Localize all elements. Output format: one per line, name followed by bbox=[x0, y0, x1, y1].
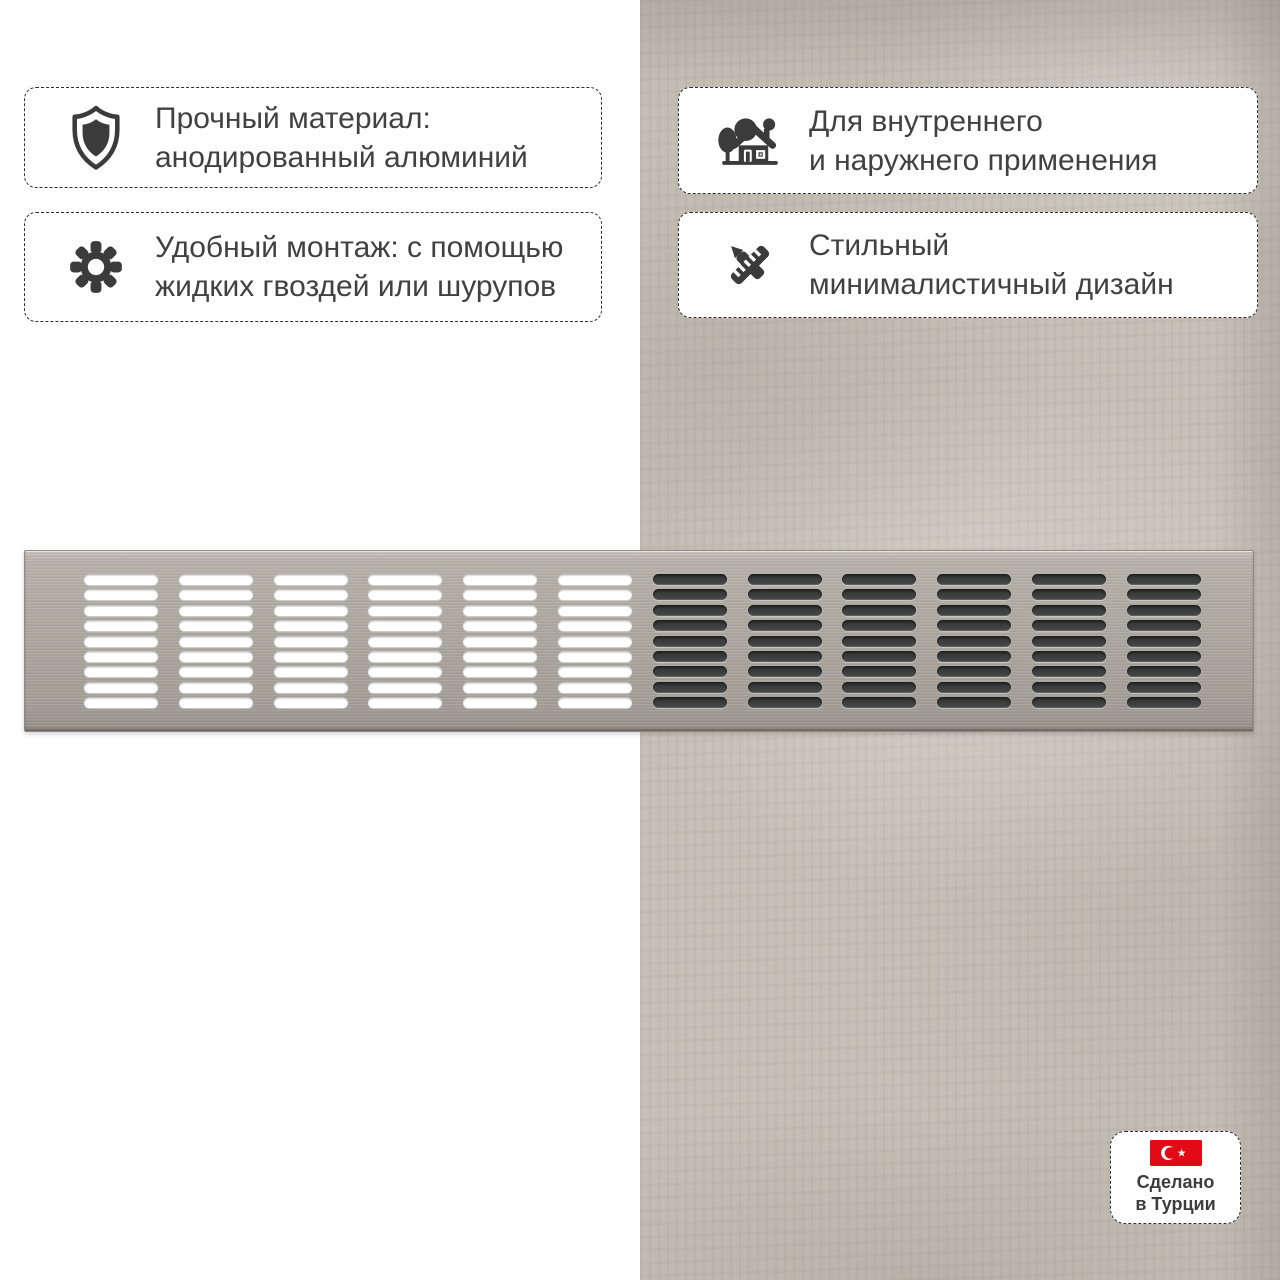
grille-slot bbox=[842, 589, 916, 600]
grille-slot bbox=[1127, 651, 1201, 662]
grille-slot bbox=[937, 682, 1011, 693]
grille-slot bbox=[1032, 697, 1106, 708]
grille-slot bbox=[179, 636, 253, 647]
grille-slot bbox=[937, 697, 1011, 708]
grille-slot bbox=[558, 636, 632, 647]
grille-slot bbox=[1127, 666, 1201, 677]
feature-text-design bbox=[809, 226, 1174, 304]
grille-slot bbox=[463, 697, 537, 708]
grille-slot bbox=[937, 636, 1011, 647]
grille-slot bbox=[274, 666, 348, 677]
grille-slot bbox=[84, 574, 158, 585]
grille-slot bbox=[748, 666, 822, 677]
feature-text-material bbox=[155, 99, 528, 177]
grille-slot bbox=[463, 666, 537, 677]
grille-slot bbox=[748, 651, 822, 662]
grille-slot bbox=[1127, 636, 1201, 647]
grille-slot bbox=[179, 697, 253, 708]
grille-slot bbox=[937, 666, 1011, 677]
shield-icon bbox=[59, 105, 133, 171]
grille-slot bbox=[179, 620, 253, 631]
grille-slot bbox=[748, 682, 822, 693]
feature-line: жидких гвоздей или шурупов bbox=[155, 270, 557, 303]
grille-slot bbox=[1127, 605, 1201, 616]
grille-slot bbox=[842, 666, 916, 677]
grille-slot bbox=[653, 589, 727, 600]
grille-slot bbox=[274, 574, 348, 585]
grille-slot bbox=[274, 636, 348, 647]
grille-slot bbox=[463, 620, 537, 631]
grille-slot bbox=[179, 682, 253, 693]
grille-slot bbox=[84, 666, 158, 677]
grille-slot bbox=[84, 636, 158, 647]
grille-slot bbox=[274, 682, 348, 693]
grille-slot bbox=[748, 620, 822, 631]
gear-icon bbox=[59, 238, 133, 296]
grille-slot bbox=[84, 620, 158, 631]
grille-slot bbox=[463, 651, 537, 662]
grille-slot bbox=[368, 589, 442, 600]
grille-slot bbox=[558, 697, 632, 708]
grille-slot bbox=[1127, 589, 1201, 600]
grille-slot bbox=[1032, 589, 1106, 600]
feature-line: Прочный материал: bbox=[155, 101, 431, 135]
feature-line: минималистичный дизайн bbox=[809, 268, 1174, 301]
grille-slot bbox=[463, 636, 537, 647]
grille-slot bbox=[84, 697, 158, 708]
grille-slot bbox=[179, 651, 253, 662]
grille-slot bbox=[368, 697, 442, 708]
grille-slot bbox=[463, 589, 537, 600]
grille-slot bbox=[558, 666, 632, 677]
grille-slot bbox=[1127, 620, 1201, 631]
grille-slot bbox=[368, 574, 442, 585]
feature-box-design bbox=[678, 212, 1258, 318]
pencil-ruler-icon bbox=[713, 236, 787, 294]
feature-box-usage bbox=[678, 87, 1258, 194]
grille-slot bbox=[1127, 574, 1201, 585]
grille-slot bbox=[558, 620, 632, 631]
grille-slot bbox=[1032, 651, 1106, 662]
grille-slot bbox=[937, 589, 1011, 600]
grille-slot bbox=[368, 636, 442, 647]
grille-slot bbox=[274, 651, 348, 662]
grille-slot bbox=[84, 682, 158, 693]
grille-slot bbox=[274, 697, 348, 708]
grille-slot bbox=[558, 605, 632, 616]
feature-box-material bbox=[24, 87, 602, 188]
grille-slot bbox=[842, 697, 916, 708]
grille-slot bbox=[179, 605, 253, 616]
grille-slot bbox=[558, 651, 632, 662]
grille-slot bbox=[84, 605, 158, 616]
grille-slot bbox=[274, 605, 348, 616]
turkey-flag-icon bbox=[1150, 1140, 1202, 1166]
grille-slot bbox=[1127, 682, 1201, 693]
grille-slot bbox=[842, 620, 916, 631]
grille-slot bbox=[748, 605, 822, 616]
grille-slot bbox=[748, 697, 822, 708]
grille-slot bbox=[842, 605, 916, 616]
grille-slot bbox=[937, 651, 1011, 662]
feature-text-mounting bbox=[155, 228, 563, 306]
grille-slot bbox=[368, 682, 442, 693]
grille-slot bbox=[937, 605, 1011, 616]
feature-line: Стильный bbox=[809, 229, 950, 262]
grille-slot bbox=[1032, 682, 1106, 693]
grille-slot bbox=[653, 605, 727, 616]
grille-slot bbox=[842, 574, 916, 585]
grille-slot bbox=[937, 574, 1011, 585]
grille-slot bbox=[748, 636, 822, 647]
grille-slot bbox=[653, 682, 727, 693]
grille-slot bbox=[1127, 697, 1201, 708]
made-in-turkey-badge bbox=[1110, 1131, 1241, 1224]
feature-line: Для внутреннего bbox=[809, 104, 1043, 138]
badge-line: Сделано bbox=[1136, 1172, 1215, 1192]
house-outdoor-icon bbox=[713, 112, 787, 170]
grille-slot bbox=[274, 589, 348, 600]
grille-slot bbox=[558, 574, 632, 585]
grille-slot bbox=[937, 620, 1011, 631]
grille-slot bbox=[463, 605, 537, 616]
grille-slot bbox=[368, 605, 442, 616]
grille-slot bbox=[1032, 636, 1106, 647]
grille-slot bbox=[368, 620, 442, 631]
grille bbox=[24, 550, 1254, 732]
grille-slot bbox=[558, 589, 632, 600]
grille-slot bbox=[179, 666, 253, 677]
grille-slot bbox=[84, 589, 158, 600]
grille-slot bbox=[463, 574, 537, 585]
grille-slot bbox=[368, 651, 442, 662]
grille-slot bbox=[274, 620, 348, 631]
grille-slot bbox=[842, 651, 916, 662]
grille-slot bbox=[653, 620, 727, 631]
grille-slot bbox=[653, 574, 727, 585]
grille-slot bbox=[368, 666, 442, 677]
grille-slot bbox=[653, 666, 727, 677]
feature-line: анодированный алюминий bbox=[155, 140, 528, 174]
grille-slot bbox=[653, 636, 727, 647]
grille-slot bbox=[179, 574, 253, 585]
grille-slot bbox=[179, 589, 253, 600]
grille-slot bbox=[748, 574, 822, 585]
grille-slot bbox=[842, 682, 916, 693]
grille-slot bbox=[1032, 620, 1106, 631]
feature-box-mounting bbox=[24, 212, 602, 322]
grille-slot bbox=[1032, 666, 1106, 677]
grille-slot bbox=[84, 651, 158, 662]
grille-slot bbox=[653, 651, 727, 662]
grille-slot bbox=[558, 682, 632, 693]
badge-line: в Турции bbox=[1135, 1194, 1216, 1214]
grille-slot bbox=[1032, 605, 1106, 616]
grille-slot bbox=[463, 682, 537, 693]
feature-line: и наружнего применения bbox=[809, 143, 1158, 177]
grille-slot bbox=[1032, 574, 1106, 585]
grille-slot bbox=[842, 636, 916, 647]
grille-slot bbox=[748, 589, 822, 600]
feature-line: Удобный монтаж: с помощью bbox=[155, 231, 564, 264]
feature-text-usage bbox=[809, 102, 1157, 180]
grille-slot bbox=[653, 697, 727, 708]
